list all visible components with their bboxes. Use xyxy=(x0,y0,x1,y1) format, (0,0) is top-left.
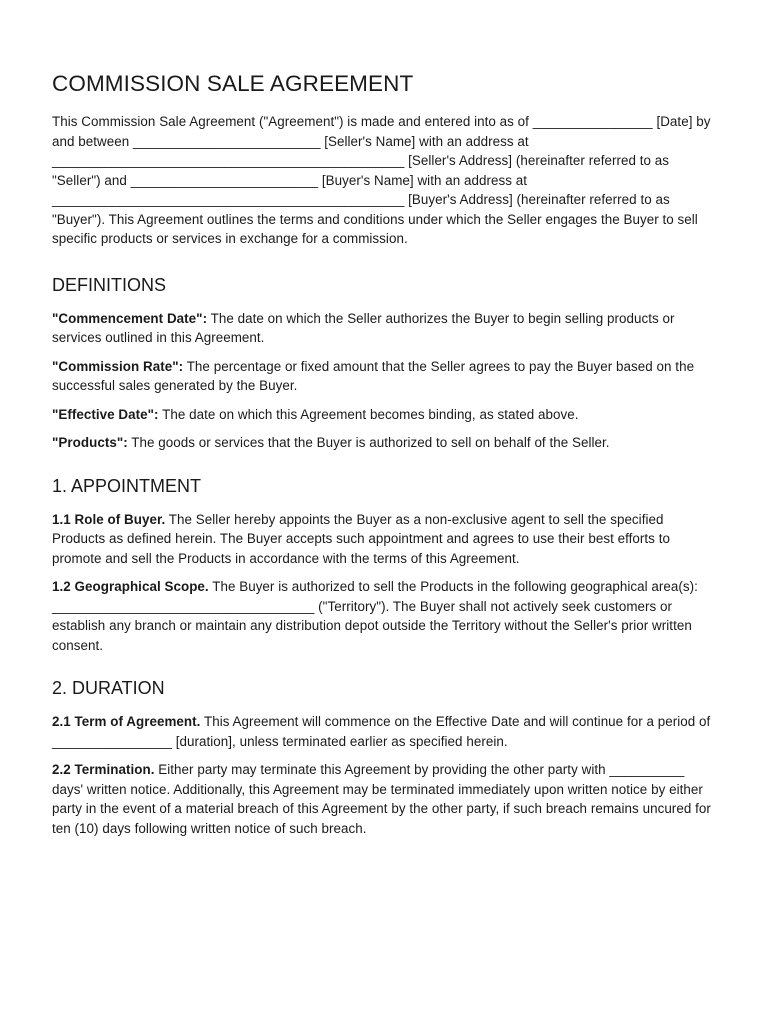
definition-text: The date on which this Agreement becomes binding, as stated above. xyxy=(158,406,579,422)
definition-term: "Commencement Date": xyxy=(52,310,208,326)
intro-paragraph: This Commission Sale Agreement ("Agreement") is made and entered into as of ________________ [Date] by and between _________________________ [Seller's Name] with an address at _______________________________________________ [Seller's Address] (hereinafter referred to as "Seller") and _________________________ [Buyer's Name] with an address at _______________________________________________ [Buyer's Address] (hereinafter referred to as "Buyer"). This Agreement outlines the terms and conditions under which the Seller engages the Buyer to sell specific products or services in exchange for a commission. xyxy=(52,114,711,246)
document-page xyxy=(52,70,716,847)
definition-term: "Commission Rate": xyxy=(52,358,184,374)
clause-text: This Agreement will commence on the Effective Date and will continue for a period of ________________ [duration], unless terminated earlier as specified herein. xyxy=(52,714,711,749)
clause-geographical-scope xyxy=(52,577,716,655)
clause-title: 2.1 Term of Agreement. xyxy=(52,714,201,729)
definition-term: "Products": xyxy=(52,435,128,450)
definition-term: "Effective Date": xyxy=(52,406,159,422)
definition-text: The percentage or fixed amount that the Seller agrees to pay the Buyer based on the successful sales generated by the Buyer. xyxy=(52,358,695,393)
definition-commission-rate xyxy=(52,357,716,396)
appointment-heading: 1. APPOINTMENT xyxy=(52,475,202,496)
clause-role-of-buyer xyxy=(52,510,716,569)
document-title: COMMISSION SALE AGREEMENT xyxy=(52,71,414,96)
definition-text: The goods or services that the Buyer is authorized to sell on behalf of the Seller. xyxy=(127,435,610,450)
clause-term-of-agreement xyxy=(52,712,716,751)
clause-title: 2.2 Termination. xyxy=(52,762,155,777)
definition-effective-date xyxy=(52,405,716,425)
definitions-heading: DEFINITIONS xyxy=(52,274,167,295)
definition-text: The date on which the Seller authorizes the Buyer to begin selling products or services outlined in this Agreement. xyxy=(52,310,675,345)
clause-text: The Seller hereby appoints the Buyer as a non-exclusive agent to sell the specified Products as defined herein. The Buyer accepts such appointment and agrees to use their best efforts to promote and sell the Products in accordance with the terms of this Agreement. xyxy=(52,511,670,566)
clause-title: 1.1 Role of Buyer. xyxy=(52,511,166,527)
clause-termination xyxy=(52,760,716,838)
clause-text: Either party may terminate this Agreement by providing the other party with __________ days' written notice. Additionally, this Agreement may be terminated immediately upon written notice by either party in the event of a material breach of this Agreement by the other party, if such breach remains uncured for ten (10) days following written notice of such breach. xyxy=(52,762,711,836)
clause-title: 1.2 Geographical Scope. xyxy=(52,579,209,594)
definition-products xyxy=(52,433,716,453)
definition-commencement-date xyxy=(52,309,716,348)
duration-heading: 2. DURATION xyxy=(52,678,165,698)
clause-text: The Buyer is authorized to sell the Products in the following geographical area(s): ___________________________________ ("Territory"). The Buyer shall not actively seek customers or establish any branch or maintain any distribution depot outside the Territory without the Seller's prior written consent. xyxy=(52,579,698,653)
